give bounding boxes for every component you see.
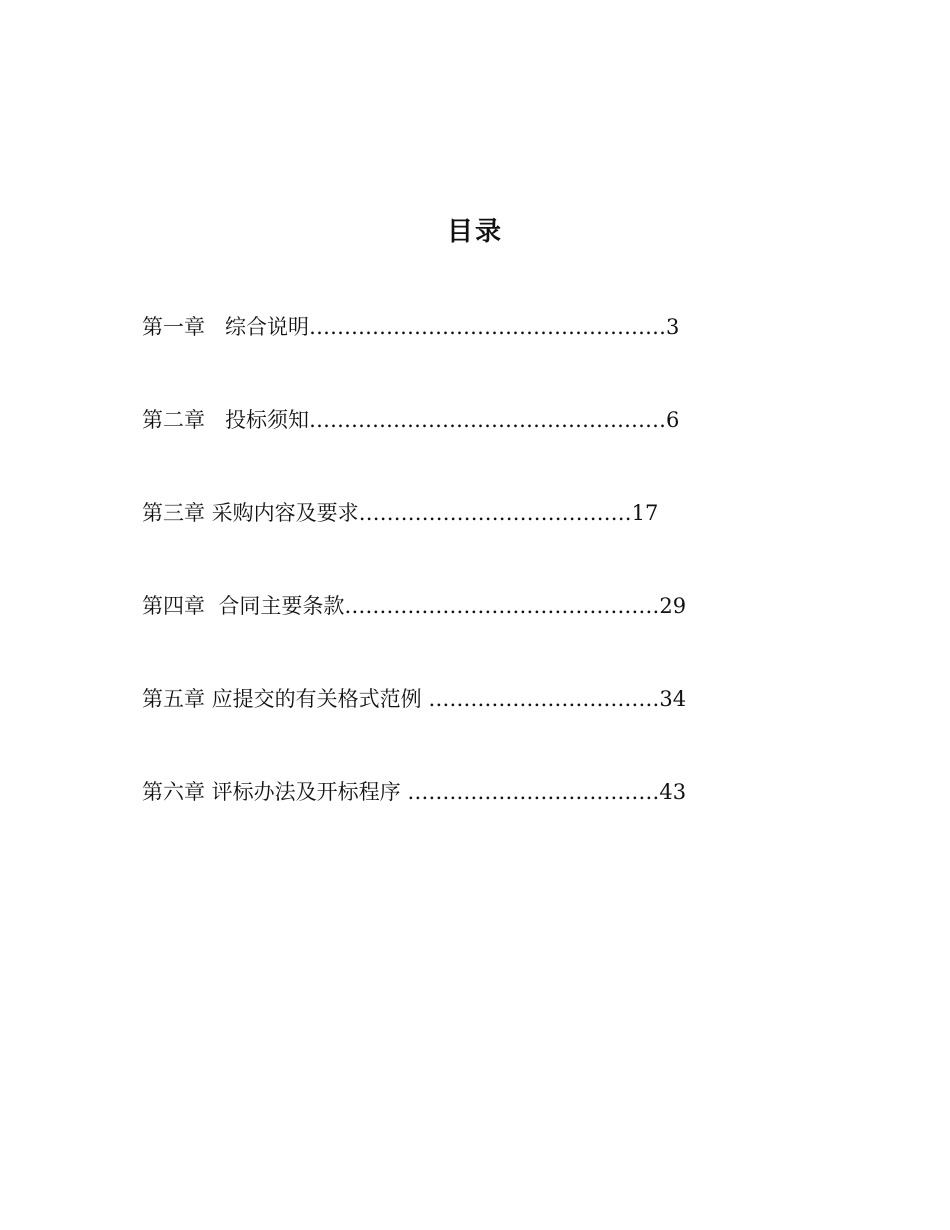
toc-entry-chapter-3[interactable]: 第三章 采购内容及要求…………………………………17 bbox=[142, 501, 659, 525]
toc-entry-chapter-5[interactable]: 第五章 应提交的有关格式范例 ……………………………34 bbox=[142, 687, 687, 711]
toc-entry-chapter-6[interactable]: 第六章 评标办法及开标程序 ………………………………43 bbox=[142, 780, 687, 804]
toc-entry-chapter-2[interactable]: 第二章 投标须知……………………………………………6 bbox=[142, 408, 680, 432]
page-title: 目录 bbox=[446, 217, 503, 247]
table-of-contents bbox=[142, 305, 742, 863]
toc-entry-chapter-1[interactable]: 第一章 综合说明……………………………………………3 bbox=[142, 315, 680, 339]
toc-entry-chapter-4[interactable]: 第四章 合同主要条款………………………………………29 bbox=[142, 594, 687, 618]
